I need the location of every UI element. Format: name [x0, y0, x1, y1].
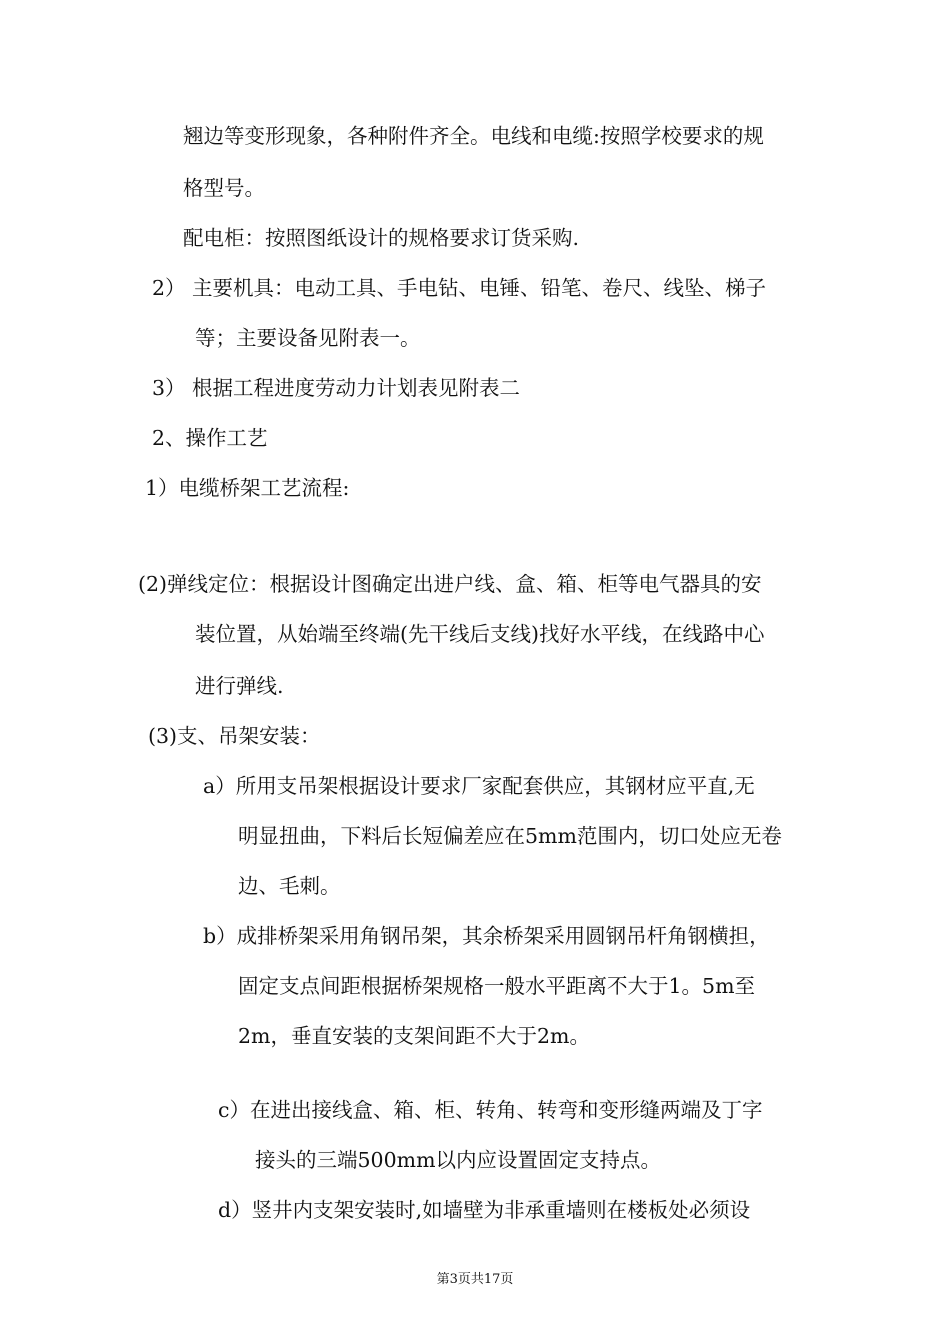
- text-line: 边、毛刺。: [238, 874, 341, 898]
- list-item: 2） 主要机具：电动工具、手电钻、电锤、铅笔、卷尺、线坠、梯子: [152, 276, 767, 300]
- section-heading: 2、操作工艺: [152, 426, 268, 450]
- text-line: 2m，垂直安装的支架间距不大于2m。: [238, 1024, 590, 1048]
- list-item: c）在进出接线盒、箱、柜、转角、转弯和变形缝两端及丁字: [218, 1098, 763, 1122]
- list-item: 3） 根据工程进度劳动力计划表见附表二: [152, 376, 521, 400]
- text-line: 装位置，从始端至终端(先干线后支线)找好水平线，在线路中心: [195, 622, 765, 646]
- list-item: a）所用支吊架根据设计要求厂家配套供应，其钢材应平直,无: [203, 774, 755, 798]
- text-line: 进行弹线.: [195, 674, 284, 698]
- text-line: 翘边等变形现象，各种附件齐全。电线和电缆:按照学校要求的规: [183, 124, 764, 148]
- list-item: (3)支、吊架安装：: [148, 724, 321, 748]
- list-item: d）竖井内支架安装时,如墙壁为非承重墙则在楼板处必须设: [218, 1198, 751, 1222]
- list-item: b）成排桥架采用角钢吊架，其余桥架采用圆钢吊杆角钢横担，: [203, 924, 770, 948]
- text-line: 固定支点间距根据桥架规格一般水平距离不大于1。5m至: [238, 974, 756, 998]
- text-line: 接头的三端500mm以内应设置固定支持点。: [255, 1148, 662, 1172]
- text-line: 配电柜：按照图纸设计的规格要求订货采购.: [183, 226, 580, 250]
- text-line: 等；主要设备见附表一。: [195, 326, 421, 350]
- text-line: 明显扭曲，下料后长短偏差应在5mm范围内，切口处应无卷: [238, 824, 782, 848]
- text-line: 格型号。: [183, 176, 265, 200]
- page-number: 第3页共17页: [436, 1272, 514, 1287]
- list-item: (2)弹线定位：根据设计图确定出进户线、盒、箱、柜等电气器具的安: [138, 572, 762, 596]
- subsection-heading: 1）电缆桥架工艺流程:: [145, 476, 350, 500]
